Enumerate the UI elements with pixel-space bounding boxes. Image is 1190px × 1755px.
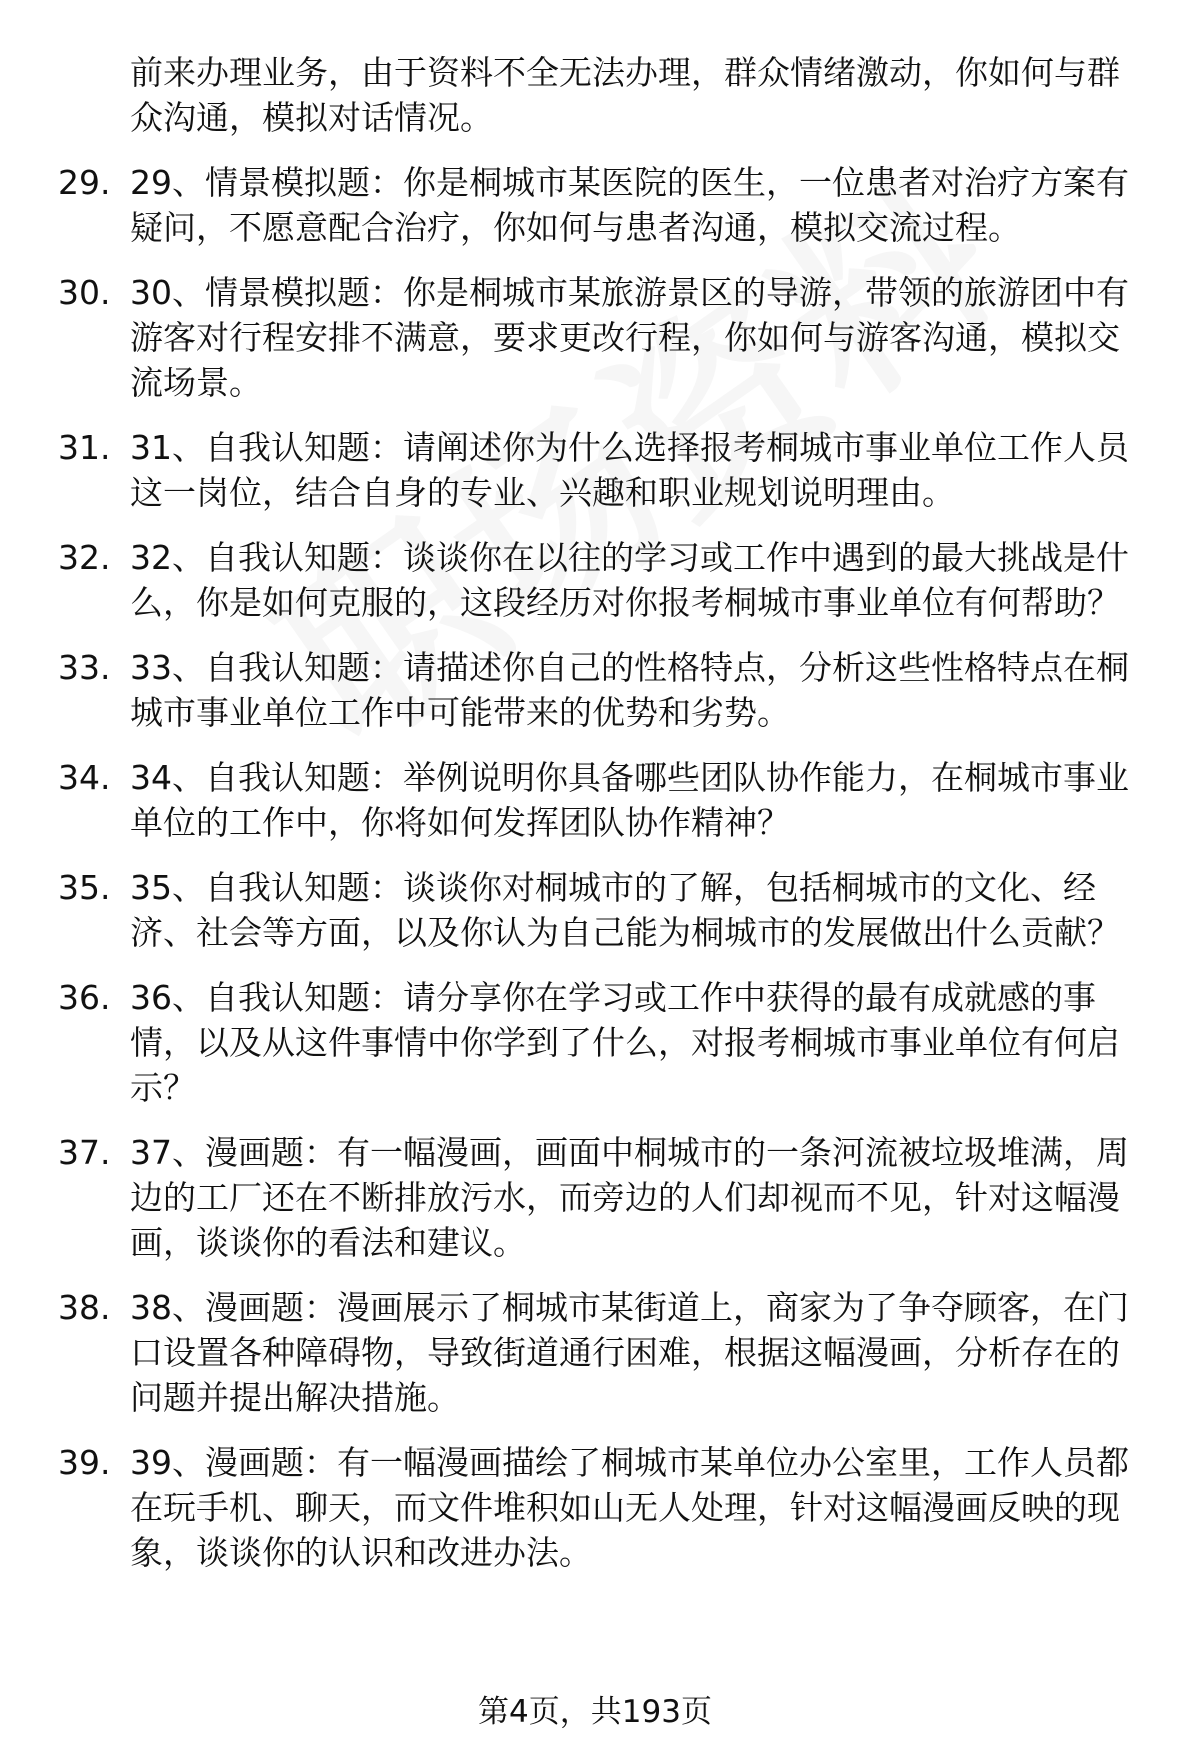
list-item	[0, 975, 1190, 1110]
continued-paragraph: 前来办理业务，由于资料不全无法办理，群众情绪激动，你如何与群众沟通，模拟对话情况。	[130, 53, 1120, 137]
question-list	[0, 160, 1190, 1595]
item-number: 32.	[58, 538, 111, 577]
item-text: 33、自我认知题：请描述你自己的性格特点，分析这些性格特点在桐城市事业单位工作中可能带来的优势和劣势。	[130, 648, 1129, 732]
list-item	[0, 160, 1190, 250]
list-item	[0, 1285, 1190, 1420]
item-number: 31.	[58, 428, 111, 467]
item-text: 34、自我认知题：举例说明你具备哪些团队协作能力，在桐城市事业单位的工作中，你将如何发挥团队协作精神？	[130, 758, 1129, 842]
list-item	[0, 1440, 1190, 1575]
item-number: 34.	[58, 758, 111, 797]
list-item	[0, 1130, 1190, 1265]
item-text: 39、漫画题：有一幅漫画描绘了桐城市某单位办公室里，工作人员都在玩手机、聊天，而文件堆积如山无人处理，针对这幅漫画反映的现象，谈谈你的认识和改进办法。	[130, 1443, 1129, 1572]
list-item	[0, 425, 1190, 515]
item-number: 29.	[58, 163, 111, 202]
item-text: 37、漫画题：有一幅漫画，画面中桐城市的一条河流被垃圾堆满，周边的工厂还在不断排放污水，而旁边的人们却视而不见，针对这幅漫画，谈谈你的看法和建议。	[130, 1133, 1129, 1262]
item-number: 30.	[58, 273, 111, 312]
item-text: 32、自我认知题：谈谈你在以往的学习或工作中遇到的最大挑战是什么，你是如何克服的，这段经历对你报考桐城市事业单位有何帮助？	[130, 538, 1129, 622]
item-text: 30、情景模拟题：你是桐城市某旅游景区的导游，带领的旅游团中有游客对行程安排不满意，要求更改行程，你如何与游客沟通，模拟交流场景。	[130, 273, 1129, 402]
item-text: 35、自我认知题：谈谈你对桐城市的了解，包括桐城市的文化、经济、社会等方面，以及你认为自己能为桐城市的发展做出什么贡献？	[130, 868, 1120, 952]
item-text: 38、漫画题：漫画展示了桐城市某街道上，商家为了争夺顾客，在门口设置各种障碍物，导致街道通行困难，根据这幅漫画，分析存在的问题并提出解决措施。	[130, 1288, 1129, 1417]
list-item	[0, 755, 1190, 845]
item-number: 36.	[58, 978, 111, 1017]
item-number: 33.	[58, 648, 111, 687]
item-text: 36、自我认知题：请分享你在学习或工作中获得的最有成就感的事情，以及从这件事情中你学到了什么，对报考桐城市事业单位有何启示？	[130, 978, 1120, 1107]
list-item	[0, 270, 1190, 405]
page-footer: 第4页，共193页	[478, 1694, 712, 1730]
item-number: 37.	[58, 1133, 111, 1172]
item-text: 29、情景模拟题：你是桐城市某医院的医生，一位患者对治疗方案有疑问，不愿意配合治疗，你如何与患者沟通，模拟交流过程。	[130, 163, 1129, 247]
item-number: 35.	[58, 868, 111, 907]
item-number: 39.	[58, 1443, 111, 1482]
item-text: 31、自我认知题：请阐述你为什么选择报考桐城市事业单位工作人员这一岗位，结合自身的专业、兴趣和职业规划说明理由。	[130, 428, 1129, 512]
list-item	[0, 865, 1190, 955]
list-item	[0, 645, 1190, 735]
item-number: 38.	[58, 1288, 111, 1327]
list-item	[0, 535, 1190, 625]
